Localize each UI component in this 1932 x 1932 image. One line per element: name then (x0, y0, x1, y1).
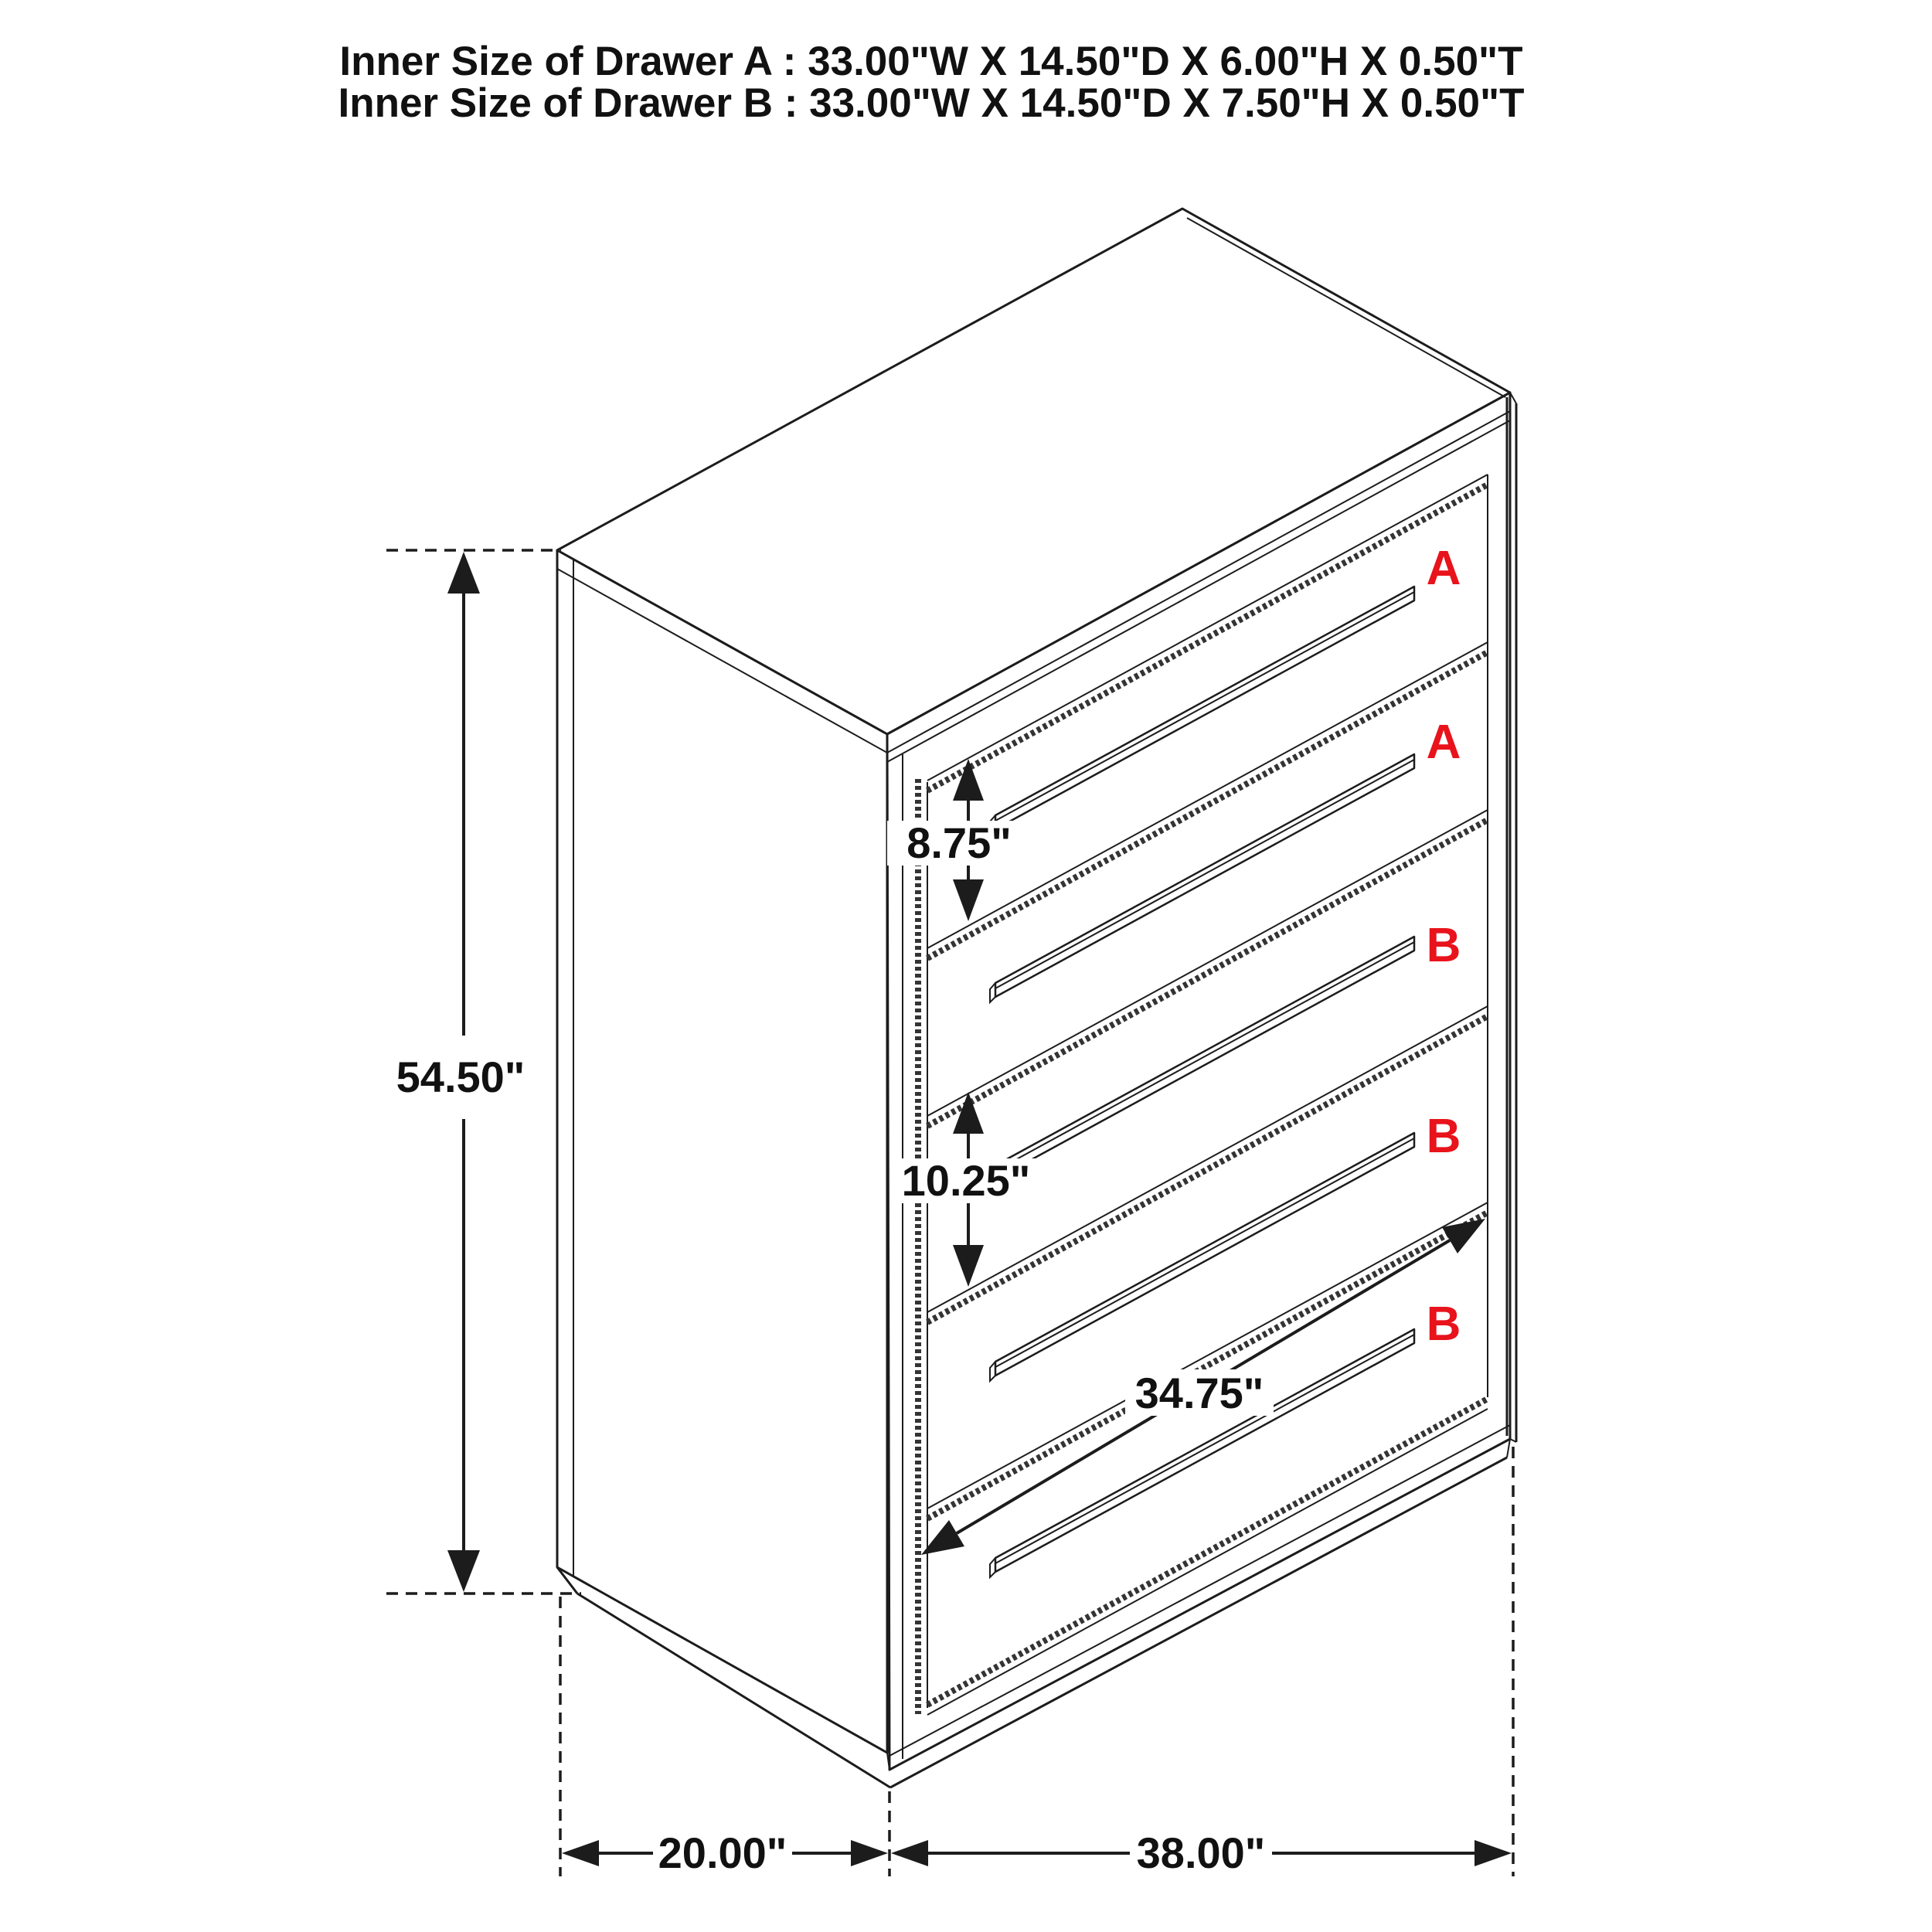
width-label: 38.00" (1136, 1828, 1266, 1877)
dim-b-label: 10.25" (901, 1156, 1031, 1205)
width-arrowhead-left (891, 1840, 928, 1866)
dim-width-label: 34.75" (1134, 1369, 1264, 1417)
base-right-closure (1507, 1439, 1510, 1458)
depth-label: 20.00" (658, 1828, 787, 1877)
drawer-5-label: B (1426, 1298, 1461, 1351)
drawer-4-label: B (1426, 1110, 1461, 1163)
depth-arrowhead-right (851, 1840, 888, 1866)
drawer-2-label: A (1426, 716, 1461, 769)
dim-overall-height (386, 550, 581, 1594)
title-line-1: Inner Size of Drawer A : 33.00"W X 14.50"D X 6.00"H X 0.50"T (339, 39, 1523, 84)
dim-a-label: 8.75" (906, 818, 1012, 867)
width-arrowhead-right (1475, 1840, 1512, 1866)
chest-drawing (557, 209, 1516, 1787)
chest-side-panel (557, 550, 887, 1753)
height-arrowhead-up (447, 552, 480, 594)
drawer-3-label: B (1426, 919, 1461, 972)
height-arrowhead-down (447, 1550, 480, 1592)
height-label: 54.50" (396, 1053, 526, 1101)
title-line-2: Inner Size of Drawer B : 33.00"W X 14.50"D X 7.50"H X 0.50"T (338, 80, 1525, 126)
title-block (338, 39, 1524, 126)
depth-arrowhead-left (562, 1840, 599, 1866)
drawer-1-label: A (1426, 542, 1461, 595)
